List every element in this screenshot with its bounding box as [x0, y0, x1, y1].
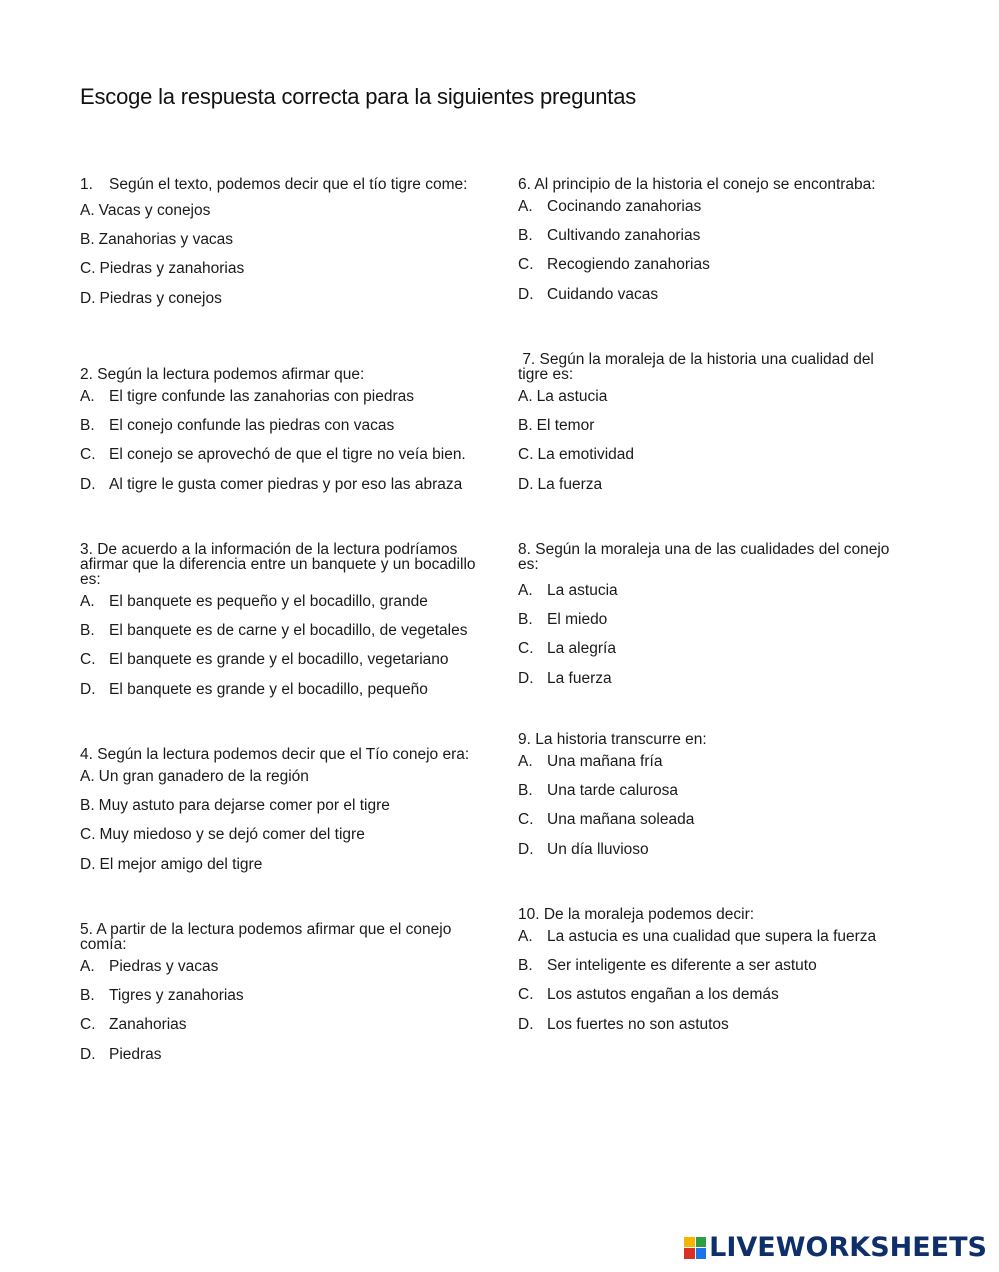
option-c[interactable]: [80, 1010, 485, 1039]
option-b[interactable]: [518, 951, 918, 980]
option-letter: D.: [518, 1015, 534, 1033]
page-title: Escoge la respuesta correcta para la siguientes preguntas: [80, 84, 637, 109]
option-a[interactable]: [80, 952, 485, 981]
logo-text: LIVEWORKSHEETS: [709, 1232, 987, 1263]
question-4: [80, 747, 500, 879]
option-text: Un día lluvioso: [547, 840, 649, 858]
question-6: [518, 177, 918, 309]
option-b[interactable]: [80, 411, 500, 440]
liveworksheets-logo[interactable]: [684, 1232, 987, 1263]
option-letter: C.: [518, 256, 534, 274]
question-7: [518, 352, 898, 499]
question-1: [80, 177, 480, 313]
option-d[interactable]: [518, 280, 918, 309]
option-text: Una mañana soleada: [547, 811, 695, 829]
option-c[interactable]: [80, 820, 500, 849]
option-d[interactable]: [80, 675, 485, 704]
logo-badge-icon: [684, 1237, 706, 1259]
option-text: Cuidando vacas: [547, 285, 659, 303]
option-c[interactable]: [80, 440, 500, 469]
option-text: Piedras y conejos: [99, 289, 222, 307]
option-c[interactable]: [80, 645, 485, 674]
logo-square-3: [684, 1248, 695, 1259]
option-letter: D.: [518, 840, 534, 858]
option-b[interactable]: [518, 776, 918, 805]
option-text: La emotividad: [537, 446, 635, 464]
question-label: 8. Según la moraleja una de las cualidades del conejo es:: [518, 541, 890, 573]
option-text: Los fuertes no son astutos: [547, 1015, 729, 1033]
option-text: Recogiendo zanahorias: [547, 256, 710, 274]
option-a[interactable]: [80, 382, 500, 411]
option-text: Una mañana fría: [547, 753, 663, 770]
option-text: Cocinando zanahorias: [547, 198, 702, 215]
option-text: Zanahorias y vacas: [98, 231, 234, 249]
option-letter: A.: [80, 768, 95, 785]
option-text: Cultivando zanahorias: [547, 227, 701, 245]
question-10: [518, 907, 918, 1039]
option-letter: D.: [518, 285, 534, 303]
option-letter: D.: [80, 855, 96, 873]
option-letter: C.: [80, 446, 96, 464]
option-letter: D.: [80, 475, 96, 493]
option-text: La astucia: [536, 388, 608, 405]
option-text: Muy astuto para dejarse comer por el tigre: [98, 797, 390, 815]
option-text: El banquete es de carne y el bocadillo, de vegetales: [109, 622, 468, 640]
question-label: 4. Según la lectura podemos decir que el Tío conejo era:: [80, 746, 470, 763]
option-letter: D.: [80, 680, 96, 698]
option-letter: C.: [80, 260, 96, 278]
option-letter: B.: [518, 611, 533, 629]
option-text: Piedras: [109, 1045, 162, 1063]
option-letter: C.: [80, 651, 96, 669]
option-text: Un gran ganadero de la región: [98, 768, 309, 785]
option-letter: A.: [80, 202, 95, 219]
option-letter: A.: [80, 593, 95, 610]
option-c[interactable]: [518, 440, 898, 469]
option-text: La fuerza: [537, 475, 603, 493]
option-letter: A.: [518, 928, 533, 945]
option-letter: C.: [80, 1016, 96, 1034]
option-c[interactable]: [80, 254, 480, 283]
option-d[interactable]: [518, 664, 908, 693]
option-a[interactable]: [518, 382, 898, 411]
option-b[interactable]: [80, 791, 500, 820]
option-b[interactable]: [518, 605, 908, 634]
option-c[interactable]: [518, 634, 908, 663]
option-letter: C.: [518, 811, 534, 829]
option-letter: B.: [80, 417, 95, 435]
option-letter: B.: [80, 797, 95, 815]
option-letter: B.: [80, 987, 95, 1005]
logo-square-2: [696, 1237, 707, 1248]
option-b[interactable]: [518, 221, 918, 250]
question-label: 7. Según la moraleja de la historia una cualidad del tigre es:: [518, 351, 879, 383]
question-2: [80, 367, 500, 499]
option-letter: D.: [80, 289, 96, 307]
option-c[interactable]: [518, 805, 918, 834]
option-c[interactable]: [518, 250, 918, 279]
option-c[interactable]: [518, 980, 918, 1009]
option-text: La alegría: [547, 640, 616, 658]
option-letter: C.: [80, 826, 96, 844]
option-d[interactable]: [80, 284, 480, 313]
option-a[interactable]: [518, 747, 918, 776]
option-a[interactable]: [80, 196, 480, 225]
option-a[interactable]: [518, 192, 918, 221]
question-3: [80, 542, 485, 704]
option-letter: D.: [518, 669, 534, 687]
question-label: 6. Al principio de la historia el conejo se encontraba:: [518, 176, 876, 193]
option-letter: B.: [518, 957, 533, 975]
option-text: El conejo se aprovechó de que el tigre no veía bien.: [109, 446, 466, 464]
option-text: El mejor amigo del tigre: [99, 855, 263, 873]
option-letter: C.: [518, 640, 534, 658]
option-b[interactable]: [80, 616, 485, 645]
option-letter: A.: [518, 388, 533, 405]
option-letter: A.: [518, 582, 533, 599]
option-letter: C.: [518, 986, 534, 1004]
option-letter: D.: [80, 1045, 96, 1063]
option-letter: A.: [80, 958, 95, 975]
question-text: [80, 177, 480, 192]
option-text: Zanahorias: [109, 1016, 187, 1034]
option-text: Piedras y zanahorias: [99, 260, 245, 278]
option-text: Al tigre le gusta comer piedras y por eso las abraza: [109, 475, 463, 493]
option-letter: A.: [518, 198, 533, 215]
option-text: La fuerza: [547, 669, 612, 687]
option-text: El banquete es pequeño y el bocadillo, grande: [109, 593, 428, 610]
option-b[interactable]: [80, 981, 485, 1010]
option-letter: B.: [518, 417, 533, 435]
option-letter: C.: [518, 446, 534, 464]
option-d[interactable]: [80, 470, 500, 499]
option-text: El banquete es grande y el bocadillo, pequeño: [109, 680, 428, 698]
option-text: El tigre confunde las zanahorias con piedras: [109, 388, 415, 405]
option-letter: B.: [518, 782, 533, 800]
option-b[interactable]: [80, 225, 480, 254]
option-text: La astucia: [547, 582, 618, 599]
question-8: [518, 542, 908, 693]
option-a[interactable]: [518, 576, 908, 605]
question-label: 3. De acuerdo a la información de la lectura podríamos afirmar que la diferencia entre un banquete y un bocadillo es:: [80, 541, 476, 588]
option-text: Vacas y conejos: [98, 202, 211, 219]
option-letter: D.: [518, 475, 534, 493]
option-d[interactable]: [80, 1040, 485, 1069]
logo-square-4: [696, 1248, 707, 1259]
question-5: [80, 922, 485, 1069]
option-text: Una tarde calurosa: [547, 782, 678, 800]
option-text: El temor: [536, 417, 595, 435]
logo-square-1: [684, 1237, 695, 1248]
question-label: 5. A partir de la lectura podemos afirmar que el conejo comía:: [80, 921, 452, 953]
option-letter: B.: [518, 227, 533, 245]
question-label: 2. Según la lectura podemos afirmar que:: [80, 366, 365, 383]
option-text: Tigres y zanahorias: [109, 987, 244, 1005]
option-a[interactable]: [518, 922, 918, 951]
option-letter: B.: [80, 622, 95, 640]
option-text: El banquete es grande y el bocadillo, vegetariano: [109, 651, 449, 669]
option-text: La astucia es una cualidad que supera la fuerza: [547, 928, 877, 945]
option-letter: A.: [80, 388, 95, 405]
option-d[interactable]: [518, 1010, 918, 1039]
option-d[interactable]: [518, 470, 898, 499]
option-d[interactable]: [80, 850, 500, 879]
option-letter: A.: [518, 753, 533, 770]
option-text: Ser inteligente es diferente a ser astuto: [547, 957, 817, 975]
option-d[interactable]: [518, 835, 918, 864]
question-number: 1.: [80, 176, 93, 193]
question-9: [518, 732, 918, 864]
option-text: El conejo confunde las piedras con vacas: [109, 417, 395, 435]
option-letter: B.: [80, 231, 95, 249]
option-text: El miedo: [547, 611, 608, 629]
option-b[interactable]: [518, 411, 898, 440]
question-label: 10. De la moraleja podemos decir:: [518, 906, 755, 923]
option-text: Piedras y vacas: [109, 958, 219, 975]
option-text: Muy miedoso y se dejó comer del tigre: [99, 826, 365, 844]
option-a[interactable]: [80, 587, 485, 616]
question-label: 9. La historia transcurre en:: [518, 731, 707, 748]
option-text: Los astutos engañan a los demás: [547, 986, 779, 1004]
option-a[interactable]: [80, 762, 500, 791]
question-label: Según el texto, podemos decir que el tío tigre come:: [109, 176, 468, 193]
